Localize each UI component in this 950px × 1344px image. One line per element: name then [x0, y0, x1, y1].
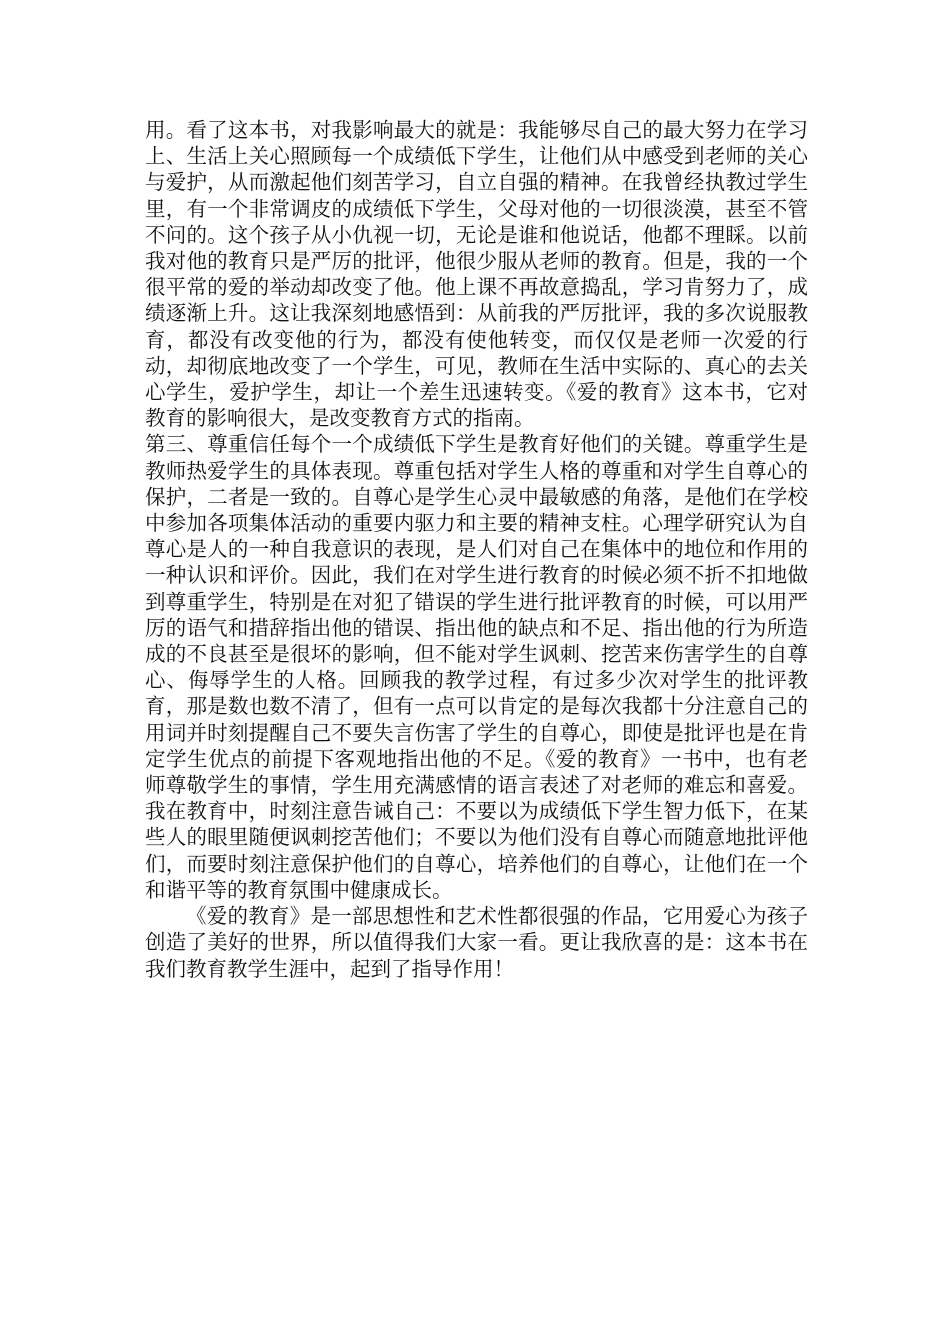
paragraph-2: 第三、尊重信任每个一个成绩低下学生是教育好他们的关键。尊重学生是教师热爱学生的具体表现。尊重包括对学生人格的尊重和对学生自尊心的保护，二者是一致的。自尊心是学生心灵中最敏感的角落，是他们在学校中参加各项集体活动的重要内驱力和主要的精神支柱。心理学研究认为自尊心是人的一种自我意识的表现，是人们对自己在集体中的地位和作用的一种认识和评价。因此，我们在对学生进行教育的时候必须不折不扣地做到尊重学生，特别是在对犯了错误的学生进行批评教育的时候，可以用严厉的语气和措辞指出他的错误、指出他的缺点和不足、指出他的行为所造成的不良甚至是很坏的影响，但不能对学生讽刺、挖苦来伤害学生的自尊心、侮辱学生的人格。回顾我的教学过程，有过多少次对学生的批评教育，那是数也数不清了，但有一点可以肯定的是每次我都十分注意自己的用词并时刻提醒自己不要失言伤害了学生的自尊心，即使是批评也是在肯定学生优点的前提下客观地指出他的不足。《爱的教育》一书中，也有老师尊敬学生的事情，学生用充满感情的语言表述了对老师的难忘和喜爱。我在教育中，时刻注意告诫自己：不要以为成绩低下学生智力低下，在某些人的眼里随便讽刺挖苦他们；不要以为他们没有自尊心而随意地批评他们，而要时刻注意保护他们的自尊心，培养他们的自尊心，让他们在一个和谐平等的教育氛围中健康成长。: [145, 432, 808, 902]
paragraph-1: 用。看了这本书，对我影响最大的就是：我能够尽自己的最大努力在学习上、生活上关心照顾每一个成绩低下学生，让他们从中感受到老师的关心与爱护，从而激起他们刻苦学习，自立自强的精神。在我曾经执教过学生里，有一个非常调皮的成绩低下学生，父母对他的一切很淡漠，甚至不管不问的。这个孩子从小仇视一切，无论是谁和他说话，他都不理睬。以前我对他的教育只是严厉的批评，他很少服从老师的教育。但是，我的一个很平常的爱的举动却改变了他。他上课不再故意捣乱，学习肯努力了，成绩逐渐上升。这让我深刻地感悟到：从前我的严厉批评，我的多次说服教育，都没有改变他的行为，都没有使他转变，而仅仅是老师一次爱的行动，却彻底地改变了一个学生，可见，教师在生活中实际的、真心的去关心学生，爱护学生，却让一个差生迅速转变。《爱的教育》这本书，它对教育的影响很大，是改变教育方式的指南。: [145, 118, 808, 431]
document-body: [145, 117, 808, 982]
paragraph-3: 《爱的教育》是一部思想性和艺术性都很强的作品，它用爱心为孩子创造了美好的世界，所以值得我们大家一看。更让我欣喜的是：这本书在我们教育教学生涯中，起到了指导作用！: [145, 904, 808, 981]
